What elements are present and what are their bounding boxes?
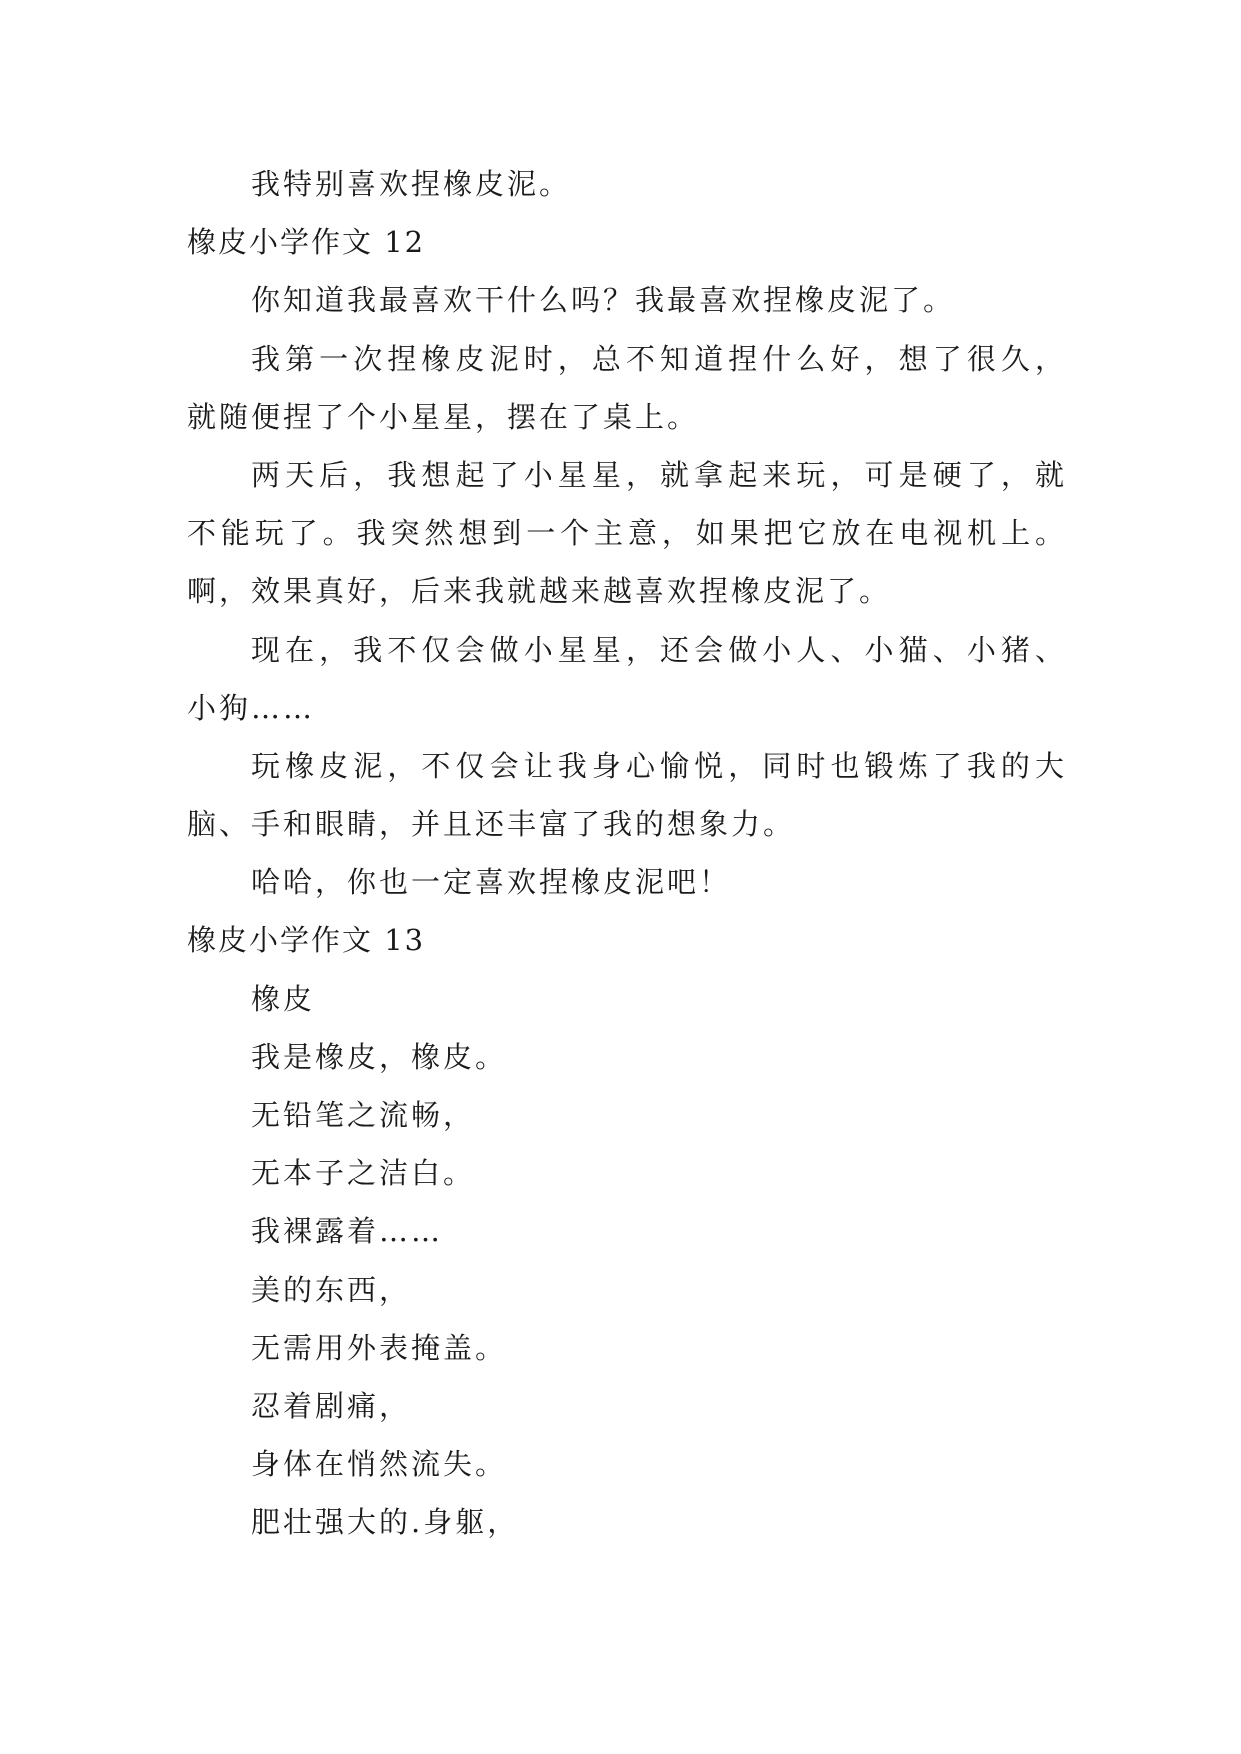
paragraph-line: 玩橡皮泥，不仅会让我身心愉悦，同时也锻炼了我的大 [251, 748, 1067, 783]
poem-line: 忍着剧痛， [251, 1388, 412, 1423]
paragraph-line: 我特别喜欢捏橡皮泥。 [251, 167, 572, 201]
poem-title: 橡皮 [251, 981, 316, 1016]
paragraph-line: 脑、手和眼睛，并且还丰富了我的想象力。 [187, 807, 796, 842]
poem-line: 美的东西， [251, 1272, 412, 1307]
paragraph-line: 两天后，我想起了小星星，就拿起来玩，可是硬了，就 [251, 457, 1067, 492]
paragraph-line: 我第一次捏橡皮泥时，总不知道捏什么好，想了很久， [251, 341, 1067, 376]
paragraph-line: 小狗…… [187, 690, 316, 725]
paragraph-line: 现在，我不仅会做小星星，还会做小人、小猫、小猪、 [251, 632, 1067, 667]
poem-line: 我裸露着…… [251, 1214, 444, 1249]
paragraph-line: 不能玩了。我突然想到一个主意，如果把它放在电视机上。 [187, 516, 1067, 551]
paragraph-line: 你知道我最喜欢干什么吗？我最喜欢捏橡皮泥了。 [251, 283, 956, 318]
section-heading: 橡皮小学作文 13 [187, 923, 426, 958]
poem-line: 无铅笔之流畅， [251, 1098, 476, 1132]
paragraph-line: 啊，效果真好，后来我就越来越喜欢捏橡皮泥了。 [187, 574, 892, 609]
document-body [187, 155, 1067, 1552]
poem-line: 我是橡皮，橡皮。 [251, 1039, 508, 1074]
paragraph-line: 就随便捏了个小星星，摆在了桌上。 [187, 399, 700, 434]
paragraph-line: 哈哈，你也一定喜欢捏橡皮泥吧！ [251, 865, 732, 900]
poem-line: 无需用外表掩盖。 [251, 1330, 508, 1365]
poem-line: 肥壮强大的.身躯， [251, 1505, 520, 1540]
poem-line: 无本子之洁白。 [251, 1156, 476, 1191]
section-heading: 橡皮小学作文 12 [187, 225, 426, 260]
poem-line: 身体在悄然流失。 [251, 1447, 508, 1482]
